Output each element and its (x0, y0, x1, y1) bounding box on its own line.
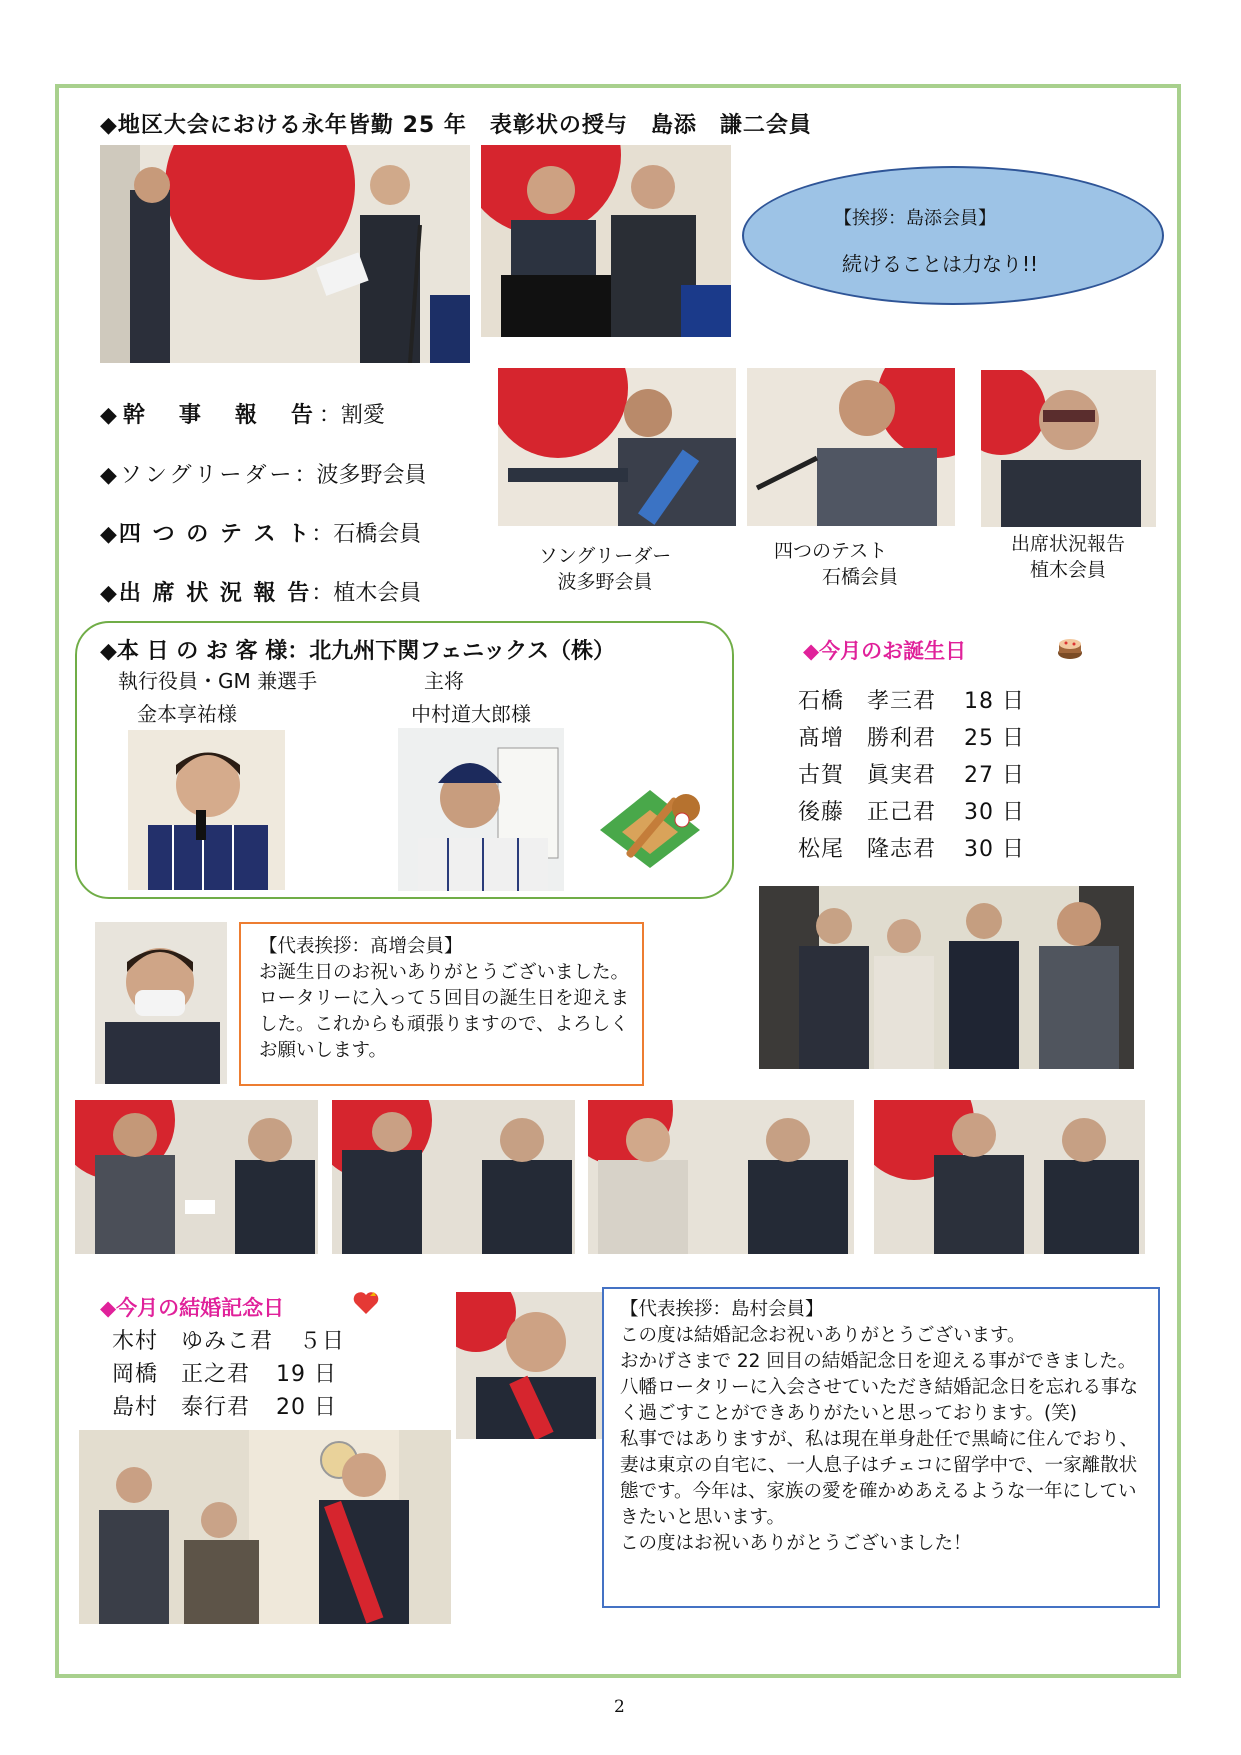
caption-line: 四つのテスト (774, 540, 888, 562)
caption-line: 波多野会員 (557, 571, 653, 593)
guests-title: ◆本 日 の お 客 様：北九州下関フェニックス（株） (100, 639, 616, 664)
report-attendance (100, 576, 421, 607)
report-secretary (100, 398, 385, 429)
report-value: ：割愛 (318, 403, 385, 428)
photo-guest-nakamura (398, 728, 564, 891)
caption-song-leader (510, 543, 700, 595)
anniversary-day: 20 日 (276, 1395, 338, 1420)
guest1-role: 執行役員・GM 兼選手 (118, 669, 318, 693)
report-value: ：石橋会員 (311, 522, 422, 547)
birthday-row (798, 795, 1025, 826)
heart-icon (352, 1290, 380, 1316)
birthday-name: 石橋 孝三君 (798, 689, 937, 714)
photo-award-podium (100, 145, 470, 363)
guest2-name: 中村道大郎様 (411, 702, 531, 726)
speech-line: 私事ではありますが、私は現在単身赴任で黒崎に住んでおり、妻は東京の自宅に、一人息子はチェコに留学中で、一家離散状態です。今年は、家族の愛を確かめあえるような一年にしていきたいと思います。 (620, 1429, 1139, 1528)
birthday-name: 後藤 正己君 (798, 800, 937, 825)
birthday-day: 18 日 (964, 689, 1026, 714)
speech-line: おかげさまで 22 回目の結婚記念日を迎える事ができました。八幡ロータリーに入会させていただき結婚記念日を忘れる事なく過ごすことができありがたいと思っております。(笑) (620, 1351, 1139, 1424)
photo-anniversary-group (79, 1430, 451, 1624)
birthday-speech-title: 【代表挨拶：髙增会員】 (259, 936, 463, 957)
report-label: ◆ソングリーダー (100, 463, 295, 488)
report-label: ◆四 つ の テ ス ト (100, 522, 312, 547)
report-value: ：波多野会員 (294, 463, 427, 488)
speech-bubble (742, 166, 1164, 305)
report-label: ◆幹 事 報 告 (100, 403, 319, 428)
anniversary-name: 木村 ゆみこ君 (112, 1329, 274, 1354)
photo-four-way-test (747, 368, 955, 526)
caption-attendance (973, 531, 1163, 583)
anniversary-name: 島村 泰行君 (112, 1395, 251, 1420)
birthday-day: 25 日 (964, 726, 1026, 751)
report-value: ：植木会員 (311, 581, 422, 606)
birthday-day: 30 日 (964, 800, 1026, 825)
photo-birthday-group (759, 886, 1134, 1069)
section-title-award: ◆地区大会における永年皆勤 25 年 表彰状の授与 島添 謙二会員 (100, 113, 812, 138)
anniversary-speech-title: 【代表挨拶：島村会員】 (620, 1299, 824, 1320)
anniversary-name: 岡橋 正之君 (112, 1362, 251, 1387)
caption-line: ソングリーダー (538, 545, 672, 567)
anniversary-day: 19 日 (276, 1362, 338, 1387)
anniversary-row (112, 1357, 337, 1388)
photo-guest-kanemoto (128, 730, 285, 890)
photo-handover-4 (874, 1100, 1145, 1254)
anniversary-speech-body (620, 1323, 1146, 1557)
photo-attendance (981, 370, 1156, 527)
caption-line: 出席状況報告 (1010, 533, 1125, 555)
bubble-label: 【挨拶：島添会員】 (834, 208, 996, 229)
birthday-name: 松尾 隆志君 (798, 837, 937, 862)
photo-shimamura (456, 1292, 603, 1439)
report-song-leader (100, 458, 427, 489)
anniversary-row (112, 1390, 337, 1421)
report-four-way-test (100, 517, 421, 548)
birthday-speech-box (239, 922, 644, 1086)
speech-line: この度はお祝いありがとうございました！ (620, 1533, 972, 1554)
birthday-day: 27 日 (964, 763, 1026, 788)
report-label: ◆出 席 状 況 報 告 (100, 581, 312, 606)
speech-line: この度は結婚記念お祝いありがとうございます。 (620, 1325, 1026, 1346)
page-number: 2 (614, 1697, 625, 1717)
photo-handover-1 (75, 1100, 318, 1254)
birthday-day: 30 日 (964, 837, 1026, 862)
birthday-speech-text: お誕生日のお祝いありがとうございました。ロータリーに入って５回目の誕生日を迎えました。これからも頑張りますので、よろしくお願いします。 (259, 962, 630, 1061)
caption-line: 石橋会員 (821, 566, 898, 588)
bubble-text: 続けることは力なり!! (842, 252, 1039, 276)
caption-line: 植木会員 (1029, 559, 1106, 581)
birthdays-title: ◆今月のお誕生日 (803, 639, 967, 663)
birthday-row (798, 721, 1025, 752)
birthday-name: 髙增 勝利君 (798, 726, 937, 751)
birthday-name: 古賀 眞実君 (798, 763, 937, 788)
anniversary-speech-box (602, 1287, 1160, 1608)
birthday-row (798, 758, 1025, 789)
caption-four-way-test (760, 538, 950, 590)
cake-icon (1057, 634, 1083, 660)
photo-handover-3 (588, 1100, 854, 1254)
birthday-row (798, 684, 1025, 715)
anniversary-row (112, 1324, 345, 1355)
birthday-row (798, 832, 1025, 863)
photo-takamasu (95, 922, 227, 1084)
photo-handover-2 (332, 1100, 575, 1254)
anniversary-day: ５日 (299, 1329, 346, 1354)
photo-song-leader (498, 368, 736, 526)
baseball-icon (590, 780, 710, 870)
anniversary-title: ◆今月の結婚記念日 (100, 1296, 285, 1320)
guest2-role: 主将 (424, 669, 464, 693)
guest1-name: 金本享祐様 (137, 702, 237, 726)
photo-award-speech (481, 145, 731, 337)
